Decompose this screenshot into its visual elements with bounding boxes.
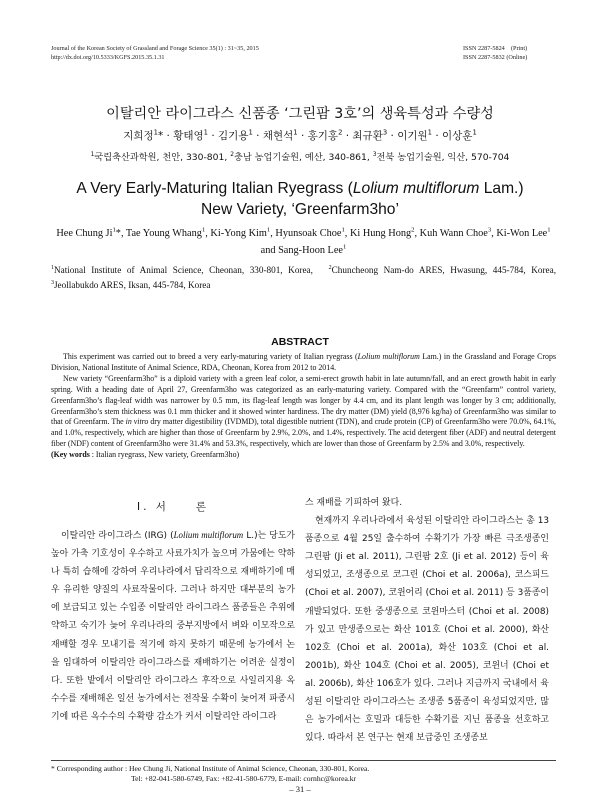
abstract-p1-post: Lam.) in the Grassland and Forage Crops Division, National Institute of Animal Science, RDA, Cheonan, Korea from 2012 to 2014.: [51, 352, 557, 372]
en-author-7: , Ki-Won Lee: [491, 228, 548, 239]
corresponding-author-footnote: [51, 764, 556, 784]
en-title-post: Lam.): [479, 180, 524, 197]
en-author-2-sup: 1: [201, 226, 206, 234]
kr-author-1: 지희정: [123, 130, 154, 142]
english-authors: [51, 225, 556, 259]
issn-block: [463, 44, 527, 62]
abstract-p2-pre: New variety “Greenfarm3ho” is a diploid variety with a green leaf color, a semi-erect growth habit in late autumn/fall, and an erect growth habit in early spring. With a heading date of April 27, Greenfarm3ho was categorized as an early-maturing variety. Compared with the “Greenfarm” control variety, Greenfarm3ho’s flag-leaf width was narrower by 0.5 mm, its flag-leaf length was longer by 4.4 cm, and its plant length was longer by 3 cm; additionally, Greenfarm3ho’s stem thickness was 0.1 mm thicker and it showed winter hardiness. The dry matter (DM) yield (8,976 kg/ha) of Greenfarm3ho was similar to that of Greenfarm. The: [51, 373, 556, 427]
intro-paragraph-1: [51, 526, 295, 726]
kr-affil-3-sup: 3: [372, 150, 377, 158]
kr-author-5: · 홍기홍: [297, 130, 339, 142]
keywords-text: : Italian ryegrass, New variety, Greenfarm3ho): [89, 450, 240, 460]
abstract-p2-post: dry matter digestibility (IVDMD), total digestible nutrient (TDN), and crude protein (CP) of Greenfarm3ho were 70.0%, 64.1%, and 1.0%, respectively, which are higher than those of Greenfarm by 2.9%, 2.0%, and 1.4%, respectively. The acid detergent fiber (ADF) and neutral detergent fiber (NDF) content of Greenfarm3ho were 31.4% and 53.3%, respectively, which are lower than those of Greenfarm by 2.5% and 3.0%, respectively.: [51, 417, 556, 449]
kr-affil-1-sup: 1: [90, 150, 95, 158]
en-affil-2: Chuncheong Nam-do ARES, Hwasung, 445-784, Korea,: [331, 265, 556, 275]
en-author-3-sup: 1: [266, 226, 271, 234]
intro-p1-species: Lolium multiflorum: [173, 530, 244, 540]
abstract-paragraph-2: [51, 374, 556, 450]
korean-affiliations: [0, 149, 600, 163]
page-number: – 31 –: [289, 784, 311, 794]
korean-authors: [0, 128, 600, 143]
en-author-2: , Tae Young Whang: [120, 228, 202, 239]
en-author-3: , Ki-Yong Kim: [205, 228, 267, 239]
footnote-line-2: Tel: +82-041-580-6749, Fax: +82-41-580-6779, E-mail: cornhc@korea.kr: [131, 774, 357, 783]
english-title-line-2: New Variety, ‘Greenfarm3ho’: [201, 201, 399, 218]
abstract-paragraph-1: [51, 352, 556, 374]
english-title-line-1: [0, 180, 600, 198]
en-author-6: , Kuh Wann Choe: [414, 228, 488, 239]
intro-p1-post: L.)는 당도가 높아 가축 기호성이 우수하고 사료가치가 높으며 가뭄에는 약하나 특히 습해에 강하여 우리나라에서 답리작으로 재배하기에 매우 유리한 양질의 사료작물이다. 그러나 하지만 대부분의 농가에 보급되고 있는 수입종 이탈리안 라이그라스 품종들은 추위에 약하고 숙기가 늦어 우리나라의 중부지방에서 벼와 이모작으로 재배할 경우 모내기를 적기에 하지 못하기 때문에 농가에서 논을 임대하여 이탈리안 라이그라스를 재배하기는 어려운 실정이다. 또한 밭에서 이탈리안 라이그라스 후작으로 사일리지용 옥수수를 재배해온 일선 농가에서는 전작물 수확이 늦어져 파종시기에 따른 옥수수의 수확량 감소가 커서 이탈리안 라이그라: [51, 531, 296, 722]
en-affil-3: Jeollabukdo ARES, Iksan, 445-784, Korea: [53, 280, 211, 290]
abstract-p2-invitro: in vitro: [125, 417, 149, 427]
en-affil-2-sup: 2: [328, 264, 332, 271]
korean-title: 이탈리안 라이그라스 신품종 ‘그린팜 3호’의 생육특성과 수량성: [106, 106, 494, 122]
abstract-p1-species: Lolium multiflorum: [357, 352, 420, 361]
footnote-divider: [51, 760, 556, 761]
en-author-5: , Ki Hung Hong: [344, 228, 412, 239]
kr-author-1-mark: *: [157, 130, 164, 142]
journal-header: [51, 44, 259, 62]
kr-author-3: · 김기용: [208, 130, 249, 142]
english-affiliations: [51, 263, 556, 293]
kr-author-1-sup: 1: [153, 128, 158, 137]
kr-author-2: · 황태영: [163, 130, 204, 142]
intro-p1-pre: 이탈리안 라이그라스 (IRG) (: [61, 531, 174, 541]
kr-affil-3: 전북 농업기술원, 익산, 570-704: [376, 152, 510, 163]
abstract-heading: ABSTRACT: [271, 336, 329, 348]
kr-author-5-sup: 2: [338, 128, 343, 137]
en-affil-1-sup: 1: [51, 264, 54, 271]
doi-link[interactable]: http://dx.doi.org/10.5333/KGFS.2015.35.1.31: [51, 54, 165, 61]
en-title-species: Lolium multiflorum: [352, 180, 480, 197]
section-heading-introduction: Ⅰ. 서 론: [136, 501, 210, 513]
footnote-line-1: * Corresponding author : Hee Chung Ji, National Institute of Animal Science, Cheonan, 330-801, Korea.: [51, 764, 370, 773]
kr-author-7-sup: 1: [427, 128, 432, 137]
kr-author-2-sup: 1: [203, 128, 209, 137]
en-affil-1: National Institute of Animal Science, Cheonan, 330-801, Korea,: [53, 265, 329, 275]
issn-online: ISSN 2287-5832 (Online): [463, 54, 528, 61]
en-title-pre: A Very Early-Maturing Italian Ryegrass (: [76, 180, 353, 197]
kr-affil-2: 충남 농업기술원, 예산, 340-861,: [234, 152, 373, 163]
en-author-5-sup: 2: [411, 226, 415, 234]
kr-affil-2-sup: 2: [230, 150, 234, 158]
issn-print: ISSN 2287-5824 (Print): [463, 45, 528, 52]
en-author-8-sup: 1: [343, 243, 347, 251]
keywords-label: (Key words: [51, 450, 90, 460]
right-column: [305, 494, 549, 747]
kr-author-6-sup: 3: [382, 128, 388, 137]
kr-author-7: · 이기원: [387, 130, 428, 142]
kr-author-3-sup: 1: [248, 128, 253, 137]
en-author-1-sup: 1: [112, 226, 116, 234]
en-author-1-mark: *: [115, 228, 121, 239]
kr-affil-1: 국립축산과학원, 천안, 330-801,: [94, 152, 231, 163]
kr-author-8-sup: 1: [472, 128, 477, 137]
en-author-6-sup: 3: [487, 226, 492, 234]
kr-author-6: · 최규환: [342, 130, 383, 142]
intro-paragraph-1-cont: 스 재배를 기피하여 왔다.: [305, 498, 403, 508]
en-author-7-sup: 1: [547, 226, 551, 234]
keywords: [51, 450, 556, 461]
abstract-p1-pre: This experiment was carried out to breed a very early-maturing variety of Italian ryegrass (: [63, 352, 358, 361]
en-affil-3-sup: 3: [51, 279, 54, 286]
left-column: [51, 494, 295, 726]
kr-author-8: · 이상훈: [432, 130, 473, 142]
kr-author-4-sup: 1: [293, 128, 298, 137]
intro-paragraph-2: 현재까지 우리나라에서 육성된 이탈리안 라이그라스는 총 13품종으로 4월 25일 출수하여 수확기가 가장 빠른 극조생종인 그린팜 (Ji et al. 2011), 그린팜 2호 (Ji et al. 2012) 등이 육성되었고, 조생종으로 코그린 (Choi et al. 2006a), 코스피드 (Choi et al. 2007), 코윈어리 (Choi et al. 2011) 등 3품종이 개발되었다. 또한 중생종으로 코윈마스터 (Choi et al. 2008)가 있고 만생종으로는 화산 101호 (Choi et al. 2000), 화산 102호 (Choi et al. 2001a), 화산 103호 (Choi et al. 2001b), 화산 104호 (Choi et al. 2005), 코윈너 (Choi et al. 2006b), 화산 106호가 있다. 그러나 지금까지 국내에서 육성된 이탈리안 라이그라스는 조생종 5품종이 육성되었지만, 많은 농가에서는 호밀과 대등한 수확기를 지닌 품종을 선호하고 있다. 따라서 본 연구는 현재 보급중인 조생종보: [305, 516, 549, 744]
en-author-4: , Hyunsoak Choe: [270, 228, 342, 239]
en-author-4-sup: 1: [341, 226, 345, 234]
abstract-body: [51, 352, 556, 461]
en-author-1: Hee Chung Ji: [56, 228, 113, 239]
journal-citation: Journal of the Korean Society of Grassland and Forage Science 35(1) : 31~35, 2015: [51, 45, 259, 52]
en-author-8: and Sang-Hoon Lee: [260, 245, 343, 256]
kr-author-4: · 채현석: [252, 130, 294, 142]
